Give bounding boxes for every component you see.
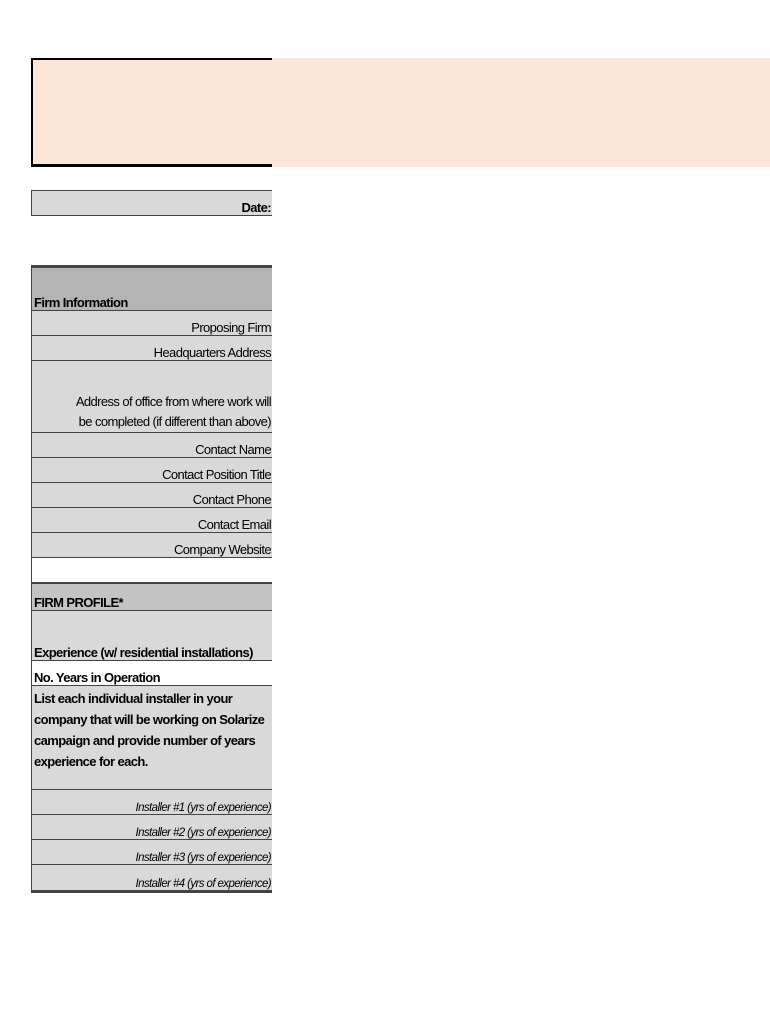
contact-name-label: Contact Name — [31, 433, 272, 458]
installer-2-label: Installer #2 (yrs of experience) — [31, 815, 272, 840]
years-in-operation-label: No. Years in Operation — [31, 661, 272, 686]
firm-profile-heading: FIRM PROFILE* — [31, 584, 272, 611]
installer-4-label: Installer #4 (yrs of experience) — [31, 865, 272, 893]
firm-information-heading: Firm Information — [31, 265, 272, 311]
header-banner-left — [31, 58, 272, 167]
installer-instructions: List each individual installer in your company that will be working on Solarize campaign and provide number of years experience for each. — [31, 686, 272, 790]
installer-1-label: Installer #1 (yrs of experience) — [31, 790, 272, 815]
section-spacer — [31, 558, 272, 584]
contact-email-label: Contact Email — [31, 508, 272, 533]
contact-phone-label: Contact Phone — [31, 483, 272, 508]
office-address-label: Address of office from where work will be completed (if different than above) — [31, 361, 272, 433]
header-banner-right — [272, 58, 770, 167]
contact-position-title-label: Contact Position Title — [31, 458, 272, 483]
experience-label: Experience (w/ residential installations) — [31, 611, 272, 661]
proposing-firm-label: Proposing Firm — [31, 311, 272, 336]
company-website-label: Company Website — [31, 533, 272, 558]
date-label: Date: — [31, 190, 272, 216]
installer-3-label: Installer #3 (yrs of experience) — [31, 840, 272, 865]
headquarters-address-label: Headquarters Address — [31, 336, 272, 361]
